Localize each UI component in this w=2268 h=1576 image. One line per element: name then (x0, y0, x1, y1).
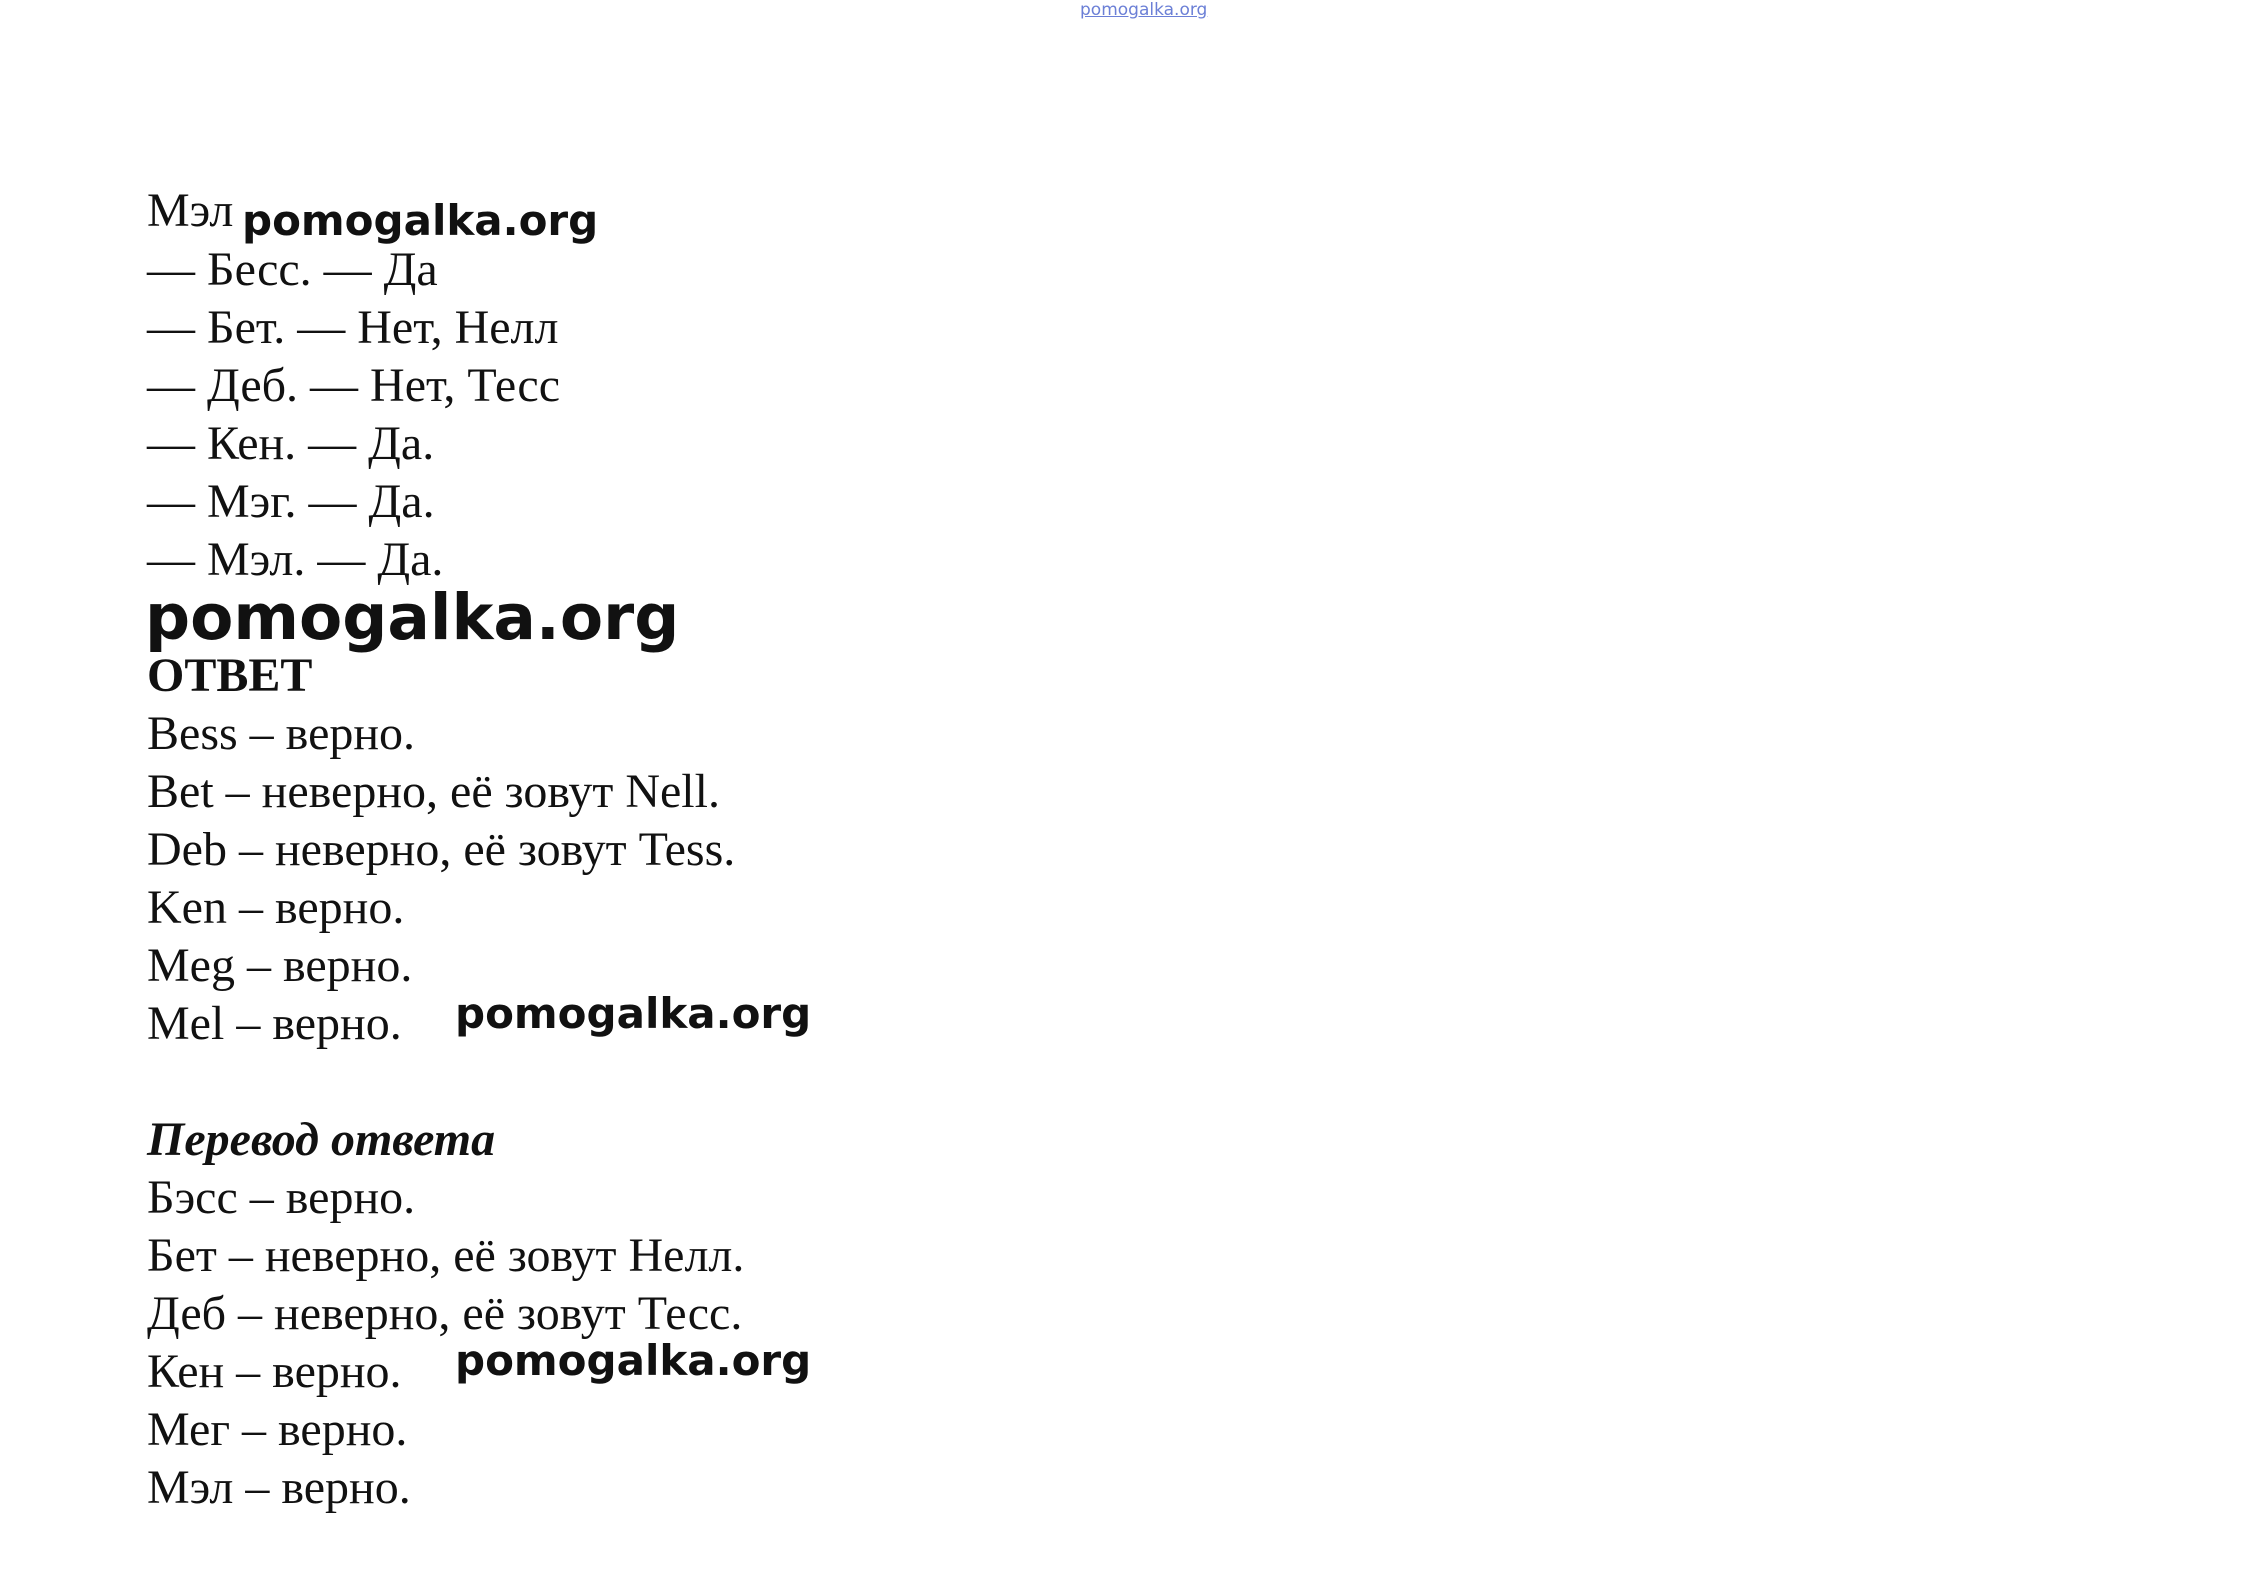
dialogue-line: — Бет. — Нет, Нелл (147, 301, 559, 354)
answer-line: Bet – неверно, её зовут Nell. (147, 765, 720, 818)
translation-line: Кен – верно. (147, 1345, 402, 1398)
top-source-link[interactable]: pomogalka.org (1080, 0, 1208, 20)
answer-line: Bess – верно. (147, 707, 416, 760)
dialogue-line: — Мэг. — Да. (147, 475, 435, 528)
answer-line: Ken – верно. (147, 881, 405, 934)
translation-heading: Перевод ответа (147, 1113, 496, 1166)
answer-line: Meg – верно. (147, 939, 413, 992)
dialogue-line: — Кен. — Да. (147, 417, 435, 470)
answer-line: Deb – неверно, её зовут Tess. (147, 823, 736, 876)
dialogue-line: — Мэл. — Да. (147, 533, 444, 586)
translation-line: Мег – верно. (147, 1403, 408, 1456)
dialogue-first-line: Мэл (147, 184, 234, 237)
answer-heading: ОТВЕТ (147, 649, 313, 702)
translation-line: Деб – неверно, её зовут Тесс. (147, 1287, 743, 1340)
watermark-1: pomogalka.org (242, 196, 599, 245)
translation-line: Бэсс – верно. (147, 1171, 416, 1224)
translation-line: Мэл – верно. (147, 1461, 411, 1514)
dialogue-line: — Деб. — Нет, Тесс (147, 359, 560, 412)
watermark-3: pomogalka.org (455, 989, 812, 1038)
dialogue-line: — Бесс. — Да (147, 243, 438, 296)
watermark-4: pomogalka.org (455, 1336, 812, 1385)
watermark-2: pomogalka.org (145, 581, 680, 654)
answer-line: Mel – верно. (147, 997, 402, 1050)
translation-line: Бет – неверно, её зовут Нелл. (147, 1229, 745, 1282)
